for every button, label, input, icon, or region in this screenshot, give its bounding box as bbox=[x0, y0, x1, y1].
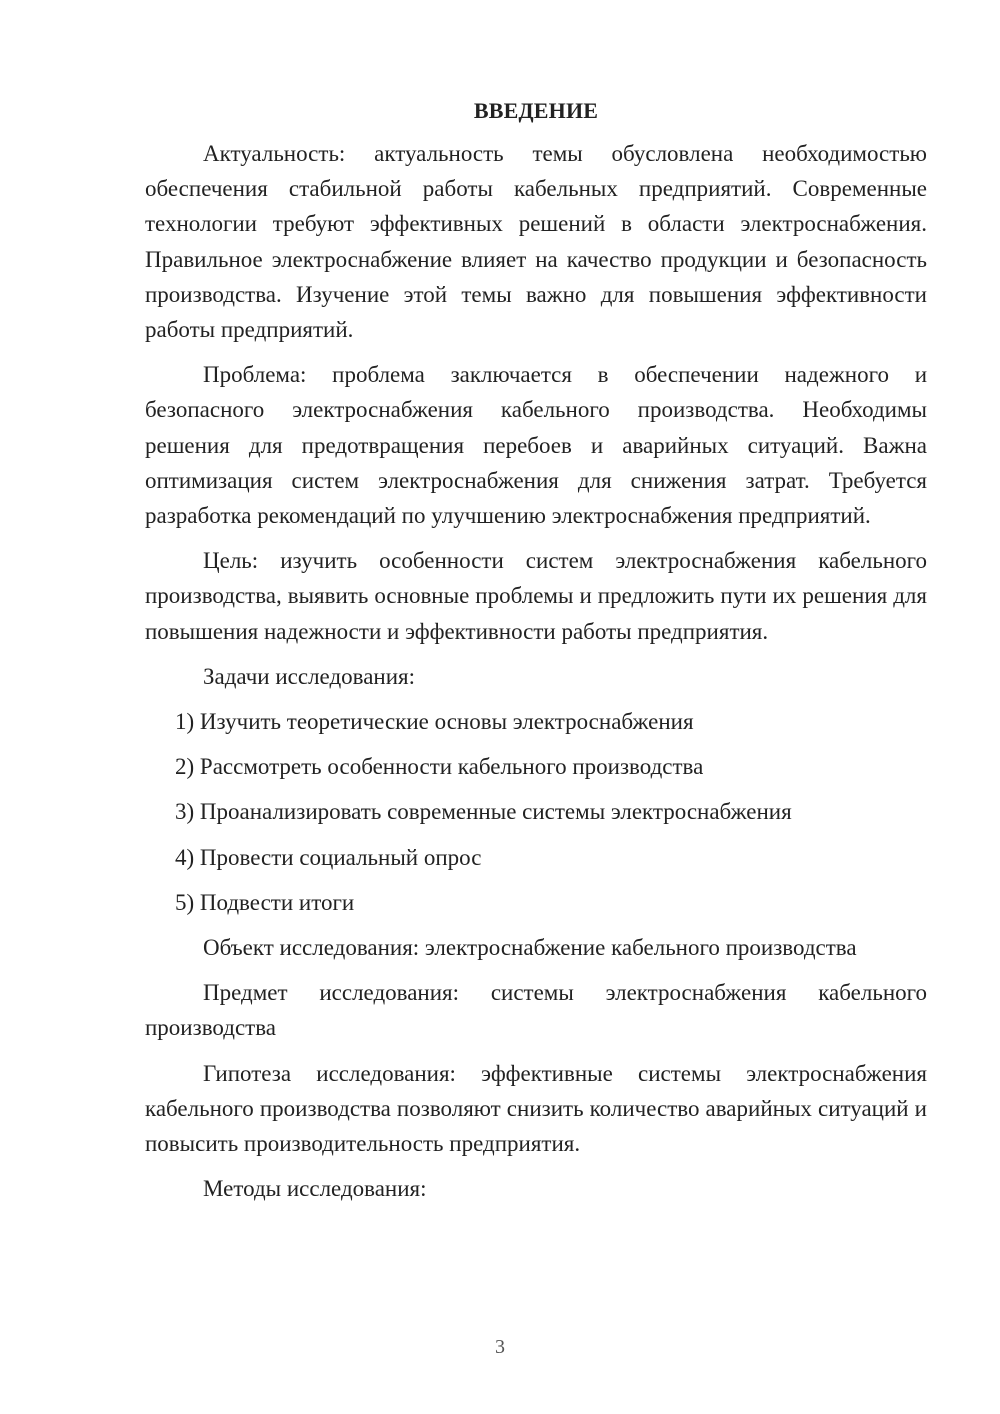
tasks-list bbox=[145, 704, 927, 920]
section-heading: ВВЕДЕНИЕ bbox=[473, 98, 599, 123]
relevance-paragraph: Актуальность: актуальность темы обусловлена необходимостью обеспечения стабильной работы кабельных предприятий. Современные технологии требуют эффективных решений в области электроснабжения. Правильное электроснабжение влияет на качество продукции и безопасность производства. Изучение этой темы важно для повышения эффективности работы предприятий. bbox=[145, 141, 927, 343]
task-item: 1) Изучить теоретические основы электроснабжения bbox=[175, 709, 694, 735]
tasks-title: Задачи исследования: bbox=[203, 663, 416, 689]
methods-title: Методы исследования: bbox=[203, 1176, 427, 1202]
goal-paragraph: Цель: изучить особенности систем электроснабжения кабельного производства, выявить основные проблемы и предложить пути их решения для повышения надежности и эффективности работы предприятия. bbox=[145, 548, 927, 644]
page-content bbox=[145, 96, 927, 1216]
task-item: 5) Подвести итоги bbox=[175, 889, 355, 915]
task-item: 4) Провести социальный опрос bbox=[175, 844, 482, 870]
task-item: 2) Рассмотреть особенности кабельного производства bbox=[175, 754, 704, 780]
problem-paragraph: Проблема: проблема заключается в обеспечении надежного и безопасного электроснабжения кабельного производства. Необходимы решения для предотвращения перебоев и аварийных ситуаций. Важна оптимизация систем электроснабжения для снижения затрат. Требуется разработка рекомендаций по улучшению электроснабжения предприятий. bbox=[145, 362, 927, 529]
object-paragraph: Объект исследования: электроснабжение кабельного производства bbox=[203, 935, 857, 961]
subject-paragraph: Предмет исследования: системы электроснабжения кабельного производства bbox=[145, 980, 927, 1041]
hypothesis-paragraph: Гипотеза исследования: эффективные системы электроснабжения кабельного производства позволяют снизить количество аварийных ситуаций и повысить производительность предприятия. bbox=[145, 1060, 927, 1157]
task-item: 3) Проанализировать современные системы электроснабжения bbox=[175, 799, 792, 825]
page-number: 3 bbox=[495, 1336, 505, 1358]
